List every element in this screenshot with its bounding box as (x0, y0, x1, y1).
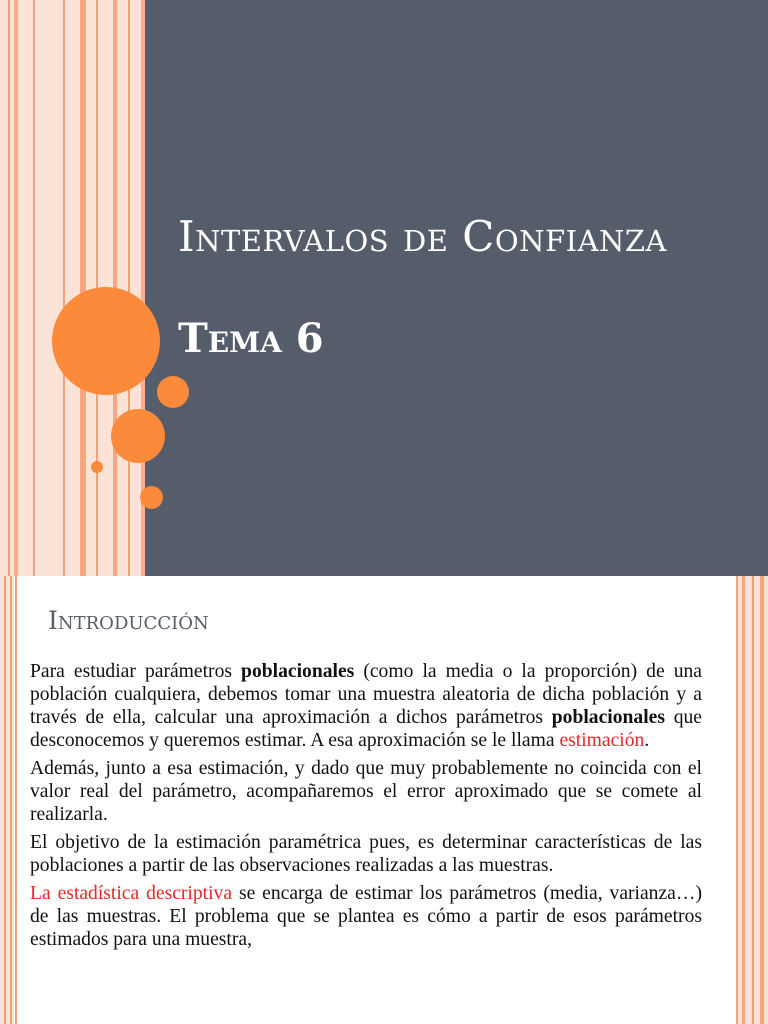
decorative-band (0, 0, 145, 576)
bold-term: poblacionales (241, 661, 355, 682)
decorative-circle-large (52, 287, 160, 395)
body-text (30, 660, 702, 956)
decorative-stripe (128, 0, 130, 576)
decorative-stripe (760, 576, 764, 1024)
decorative-stripe (14, 0, 18, 576)
paragraph: Además, junto a esa estimación, y dado que muy probablemente no coincida con el valor real del parámetro, acompañaremos el error aproximado que se comete al realizarla. (30, 758, 702, 825)
text-run: (como la media o la proporción) de una población cualquiera, debemos tomar una muestra aleatoria de dicha población y a través de ella, calcular una aproximación a dichos parámetros (30, 661, 702, 728)
decorative-stripe (10, 576, 12, 1024)
decorative-circle-small (140, 486, 163, 509)
decorative-circle-small (157, 376, 189, 408)
decorative-stripe (80, 0, 86, 576)
decorative-circle-medium (111, 409, 165, 463)
paragraph (30, 882, 702, 951)
decorative-stripe (742, 576, 745, 1024)
decorative-stripe (63, 0, 65, 576)
decorative-circle-tiny (91, 461, 103, 473)
paragraph (30, 660, 702, 752)
decorative-stripe (33, 0, 35, 576)
decorative-stripe (8, 0, 10, 576)
decorative-stripe (4, 576, 6, 1024)
content-slide (0, 576, 768, 1024)
decorative-stripe (15, 576, 17, 1024)
text-run: Para estudiar parámetros (30, 661, 242, 682)
section-title: Introducción (48, 606, 209, 635)
highlighted-term: estimación (559, 730, 645, 751)
highlighted-term: La estadística descriptiva (30, 883, 233, 904)
slide-subtitle: Tema 6 (178, 315, 324, 362)
decorative-stripe (752, 576, 754, 1024)
bold-term: poblacionales (551, 707, 665, 728)
text-run: . (644, 730, 650, 751)
text-run: se encarga de estimar los parámetros (media, varianza…) de las muestras. El problema que se plantea es cómo a partir de esos parámetros estimados para una muestra, (30, 883, 702, 950)
slide-title: Intervalos de Confianza (178, 212, 667, 261)
paragraph: El objetivo de la estimación paramétrica pues, es determinar características de las poblaciones a partir de las observaciones realizadas a las muestras. (30, 832, 702, 876)
text-run: que desconocemos y queremos estimar. A esa aproximación se le llama (30, 707, 702, 751)
decorative-stripe (736, 576, 738, 1024)
